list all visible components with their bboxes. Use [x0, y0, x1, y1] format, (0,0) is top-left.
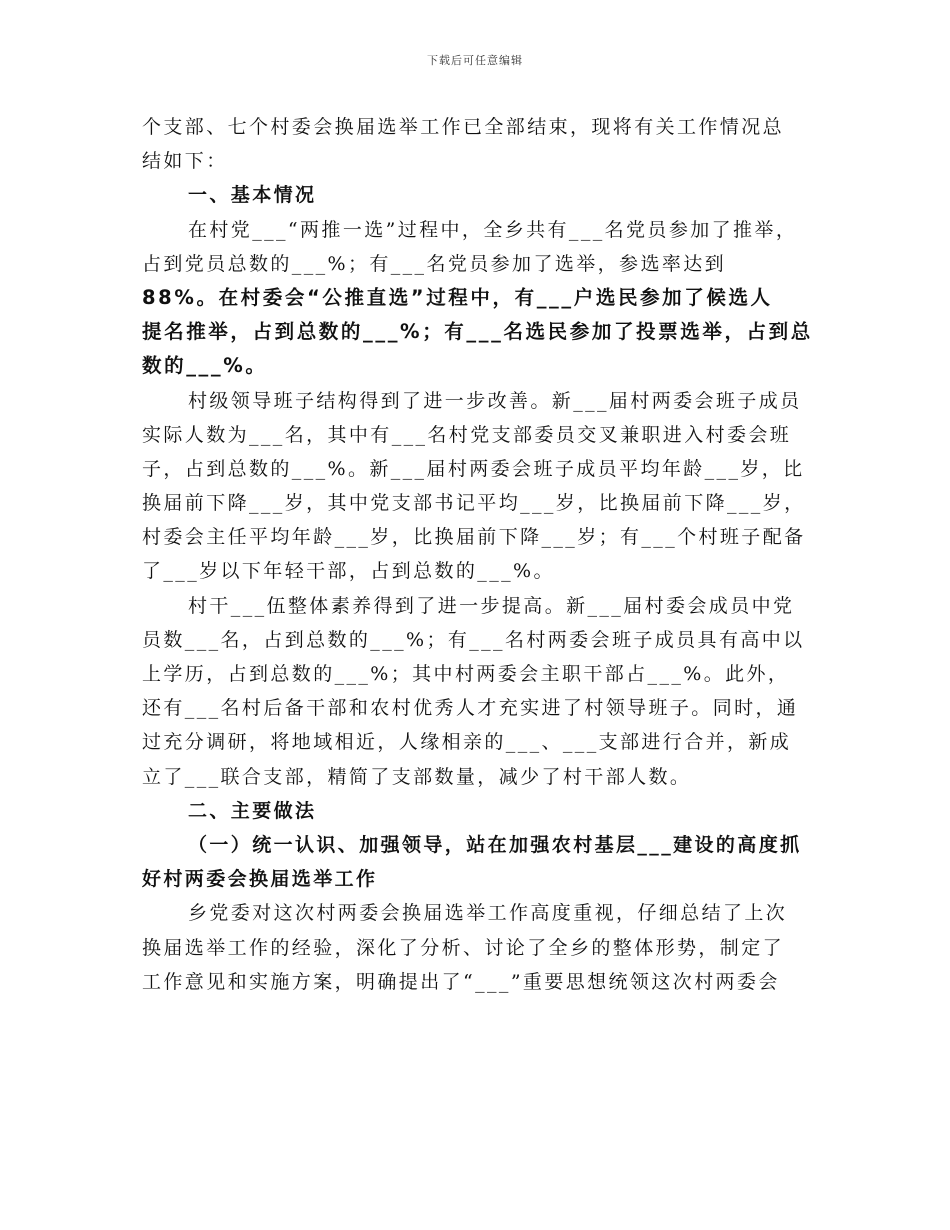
text-line: 村委会主任平均年龄___岁，比换届前下降___岁；有___个村班子配备 [142, 526, 806, 549]
text-line: 村级领导班子结构得到了进一步改善。新___届村两委会班子成员 [188, 389, 802, 412]
subsection-heading-continued: 好村两委会换届选举工作 [142, 868, 378, 891]
text-line: 立了___联合支部，精简了支部数量，减少了村干部人数。 [142, 765, 692, 788]
text-line: 占到党员总数的___%；有___名党员参加了选举，参选率达到 [142, 252, 727, 275]
bold-text-line: 数的___%。 [142, 354, 268, 378]
text-line: 子，占到总数的___%。新___届村两委会班子成员平均年龄___岁，比 [142, 457, 805, 480]
text-line: 工作意见和实施方案，明确提出了“___”重要思想统领这次村两委会 [142, 970, 780, 993]
text-line: 实际人数为___名，其中有___名村党支部委员交叉兼职进入村委会班 [142, 423, 792, 446]
text-line: 换届前下降___岁，其中党支部书记平均___岁，比换届前下降___岁， [142, 492, 806, 515]
text-line: 在村党___“两推一选”过程中，全乡共有___名党员参加了推举， [188, 218, 798, 241]
section-heading: 一、基本情况 [188, 184, 317, 207]
bold-text-line: 88%。在村委会“公推直选”过程中，有___户选民参加了候选人 [142, 285, 773, 309]
text-line: 个支部、七个村委会换届选举工作已全部结束，现将有关工作情况总 [142, 116, 785, 138]
text-line: 过充分调研，将地域相近，人缘相亲的___、___支部进行合并，新成 [142, 731, 792, 754]
subsection-heading: （一）统一认识、加强领导，站在加强农村基层___建设的高度抓 [188, 833, 802, 856]
text-line: 结如下： [142, 150, 228, 173]
text-line: 上学历，占到总数的___%；其中村两委会主职干部占___%。此外， [142, 663, 790, 685]
text-line: 了___岁以下年轻干部，占到总数的___%。 [142, 560, 555, 583]
bold-text-line: 提名推举，占到总数的___%；有___名选民参加了投票选举，占到总 [142, 320, 813, 344]
document-body [142, 110, 814, 999]
section-heading: 二、主要做法 [188, 799, 317, 822]
text-line: 乡党委对这次村两委会换届选举工作高度重视，仔细总结了上次 [188, 902, 788, 925]
text-line: 村干___伍整体素养得到了进一步提高。新___届村委会成员中党 [188, 594, 795, 617]
text-line: 换届选举工作的经验，深化了分析、讨论了全乡的整体形势，制定了 [142, 936, 785, 959]
text-line: 还有___名村后备干部和农村优秀人才充实进了村领导班子。同时，通 [142, 697, 799, 720]
page-header-note: 下载后可任意编辑 [427, 54, 523, 67]
text-line: 员数___名，占到总数的___%；有___名村两委会班子成员具有高中以 [142, 628, 805, 651]
